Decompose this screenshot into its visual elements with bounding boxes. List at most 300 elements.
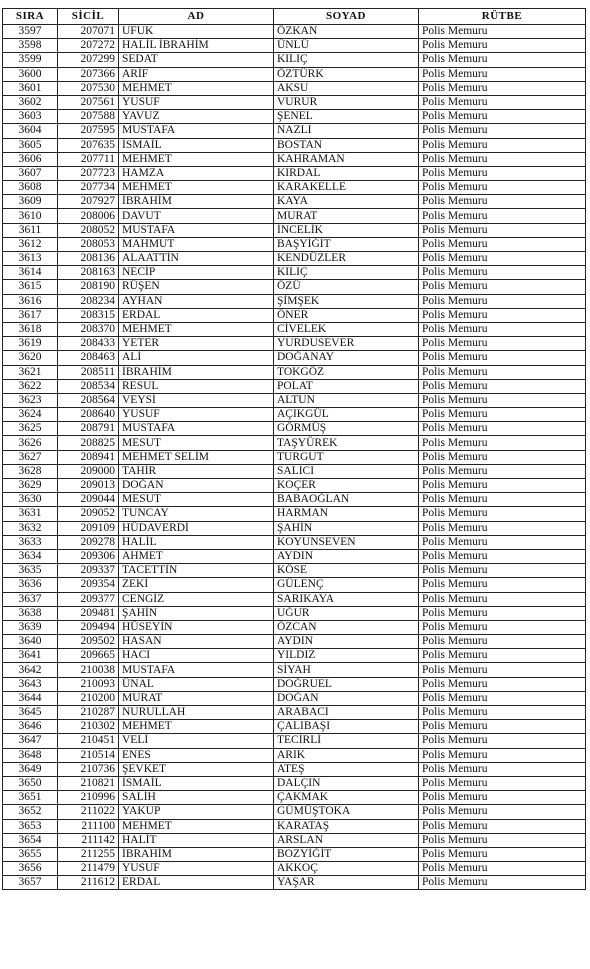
cell-ad: HALİT <box>119 833 274 847</box>
table-row <box>3 521 586 535</box>
cell-sicil: 207561 <box>58 95 119 109</box>
cell-sira: 3645 <box>3 706 58 720</box>
cell-rutbe: Polis Memuru <box>419 223 586 237</box>
cell-sicil: 208136 <box>58 252 119 266</box>
cell-sira: 3618 <box>3 322 58 336</box>
cell-soyad: ARIK <box>274 748 419 762</box>
cell-ad: MEHMET SELİM <box>119 450 274 464</box>
cell-rutbe: Polis Memuru <box>419 620 586 634</box>
cell-sira: 3644 <box>3 691 58 705</box>
table-row <box>3 876 586 890</box>
cell-sicil: 208190 <box>58 280 119 294</box>
table-row <box>3 564 586 578</box>
cell-rutbe: Polis Memuru <box>419 408 586 422</box>
table-row <box>3 805 586 819</box>
cell-sira: 3598 <box>3 39 58 53</box>
cell-sicil: 207711 <box>58 152 119 166</box>
cell-soyad: DOĞANAY <box>274 351 419 365</box>
table-row <box>3 294 586 308</box>
cell-ad: AHMET <box>119 549 274 563</box>
column-header-sicil: SİCİL <box>58 9 119 25</box>
cell-sicil: 207635 <box>58 138 119 152</box>
cell-ad: HACI <box>119 649 274 663</box>
cell-ad: MEHMET <box>119 322 274 336</box>
cell-soyad: ÖZTÜRK <box>274 67 419 81</box>
cell-sicil: 208433 <box>58 337 119 351</box>
cell-soyad: TECİRLİ <box>274 734 419 748</box>
cell-sira: 3623 <box>3 393 58 407</box>
cell-sicil: 210038 <box>58 663 119 677</box>
table-row <box>3 620 586 634</box>
cell-soyad: KILIÇ <box>274 53 419 67</box>
cell-ad: MUSTAFA <box>119 223 274 237</box>
cell-sira: 3599 <box>3 53 58 67</box>
table-row <box>3 422 586 436</box>
cell-rutbe: Polis Memuru <box>419 53 586 67</box>
cell-ad: İSMAİL <box>119 776 274 790</box>
cell-ad: ÜNAL <box>119 677 274 691</box>
table-row <box>3 578 586 592</box>
cell-soyad: ÖNER <box>274 308 419 322</box>
cell-soyad: SARIKAYA <box>274 592 419 606</box>
cell-rutbe: Polis Memuru <box>419 876 586 890</box>
cell-ad: ALAATTİN <box>119 252 274 266</box>
cell-sira: 3657 <box>3 876 58 890</box>
table-row <box>3 138 586 152</box>
cell-ad: YUSUF <box>119 408 274 422</box>
cell-ad: ŞAHİN <box>119 606 274 620</box>
cell-sira: 3621 <box>3 365 58 379</box>
cell-sira: 3617 <box>3 308 58 322</box>
cell-rutbe: Polis Memuru <box>419 365 586 379</box>
table-row <box>3 223 586 237</box>
cell-rutbe: Polis Memuru <box>419 237 586 251</box>
table-row <box>3 748 586 762</box>
cell-sira: 3620 <box>3 351 58 365</box>
cell-sicil: 208941 <box>58 450 119 464</box>
table-row <box>3 706 586 720</box>
table-row <box>3 649 586 663</box>
cell-sicil: 207734 <box>58 181 119 195</box>
cell-soyad: AYDIN <box>274 549 419 563</box>
cell-ad: İSMAİL <box>119 138 274 152</box>
table-row <box>3 195 586 209</box>
cell-soyad: ARSLAN <box>274 833 419 847</box>
cell-rutbe: Polis Memuru <box>419 720 586 734</box>
cell-sicil: 209665 <box>58 649 119 663</box>
cell-sicil: 209502 <box>58 635 119 649</box>
cell-sira: 3608 <box>3 181 58 195</box>
cell-ad: SALİH <box>119 791 274 805</box>
cell-ad: ENES <box>119 748 274 762</box>
cell-sira: 3653 <box>3 819 58 833</box>
cell-rutbe: Polis Memuru <box>419 521 586 535</box>
cell-soyad: BAŞYİĞİT <box>274 237 419 251</box>
cell-ad: İBRAHİM <box>119 365 274 379</box>
cell-ad: NURULLAH <box>119 706 274 720</box>
cell-sicil: 211612 <box>58 876 119 890</box>
cell-ad: MURAT <box>119 691 274 705</box>
cell-soyad: GÖRMÜŞ <box>274 422 419 436</box>
cell-rutbe: Polis Memuru <box>419 393 586 407</box>
cell-sicil: 208006 <box>58 209 119 223</box>
cell-ad: MEHMET <box>119 720 274 734</box>
table-row <box>3 720 586 734</box>
cell-soyad: KARAKELLE <box>274 181 419 195</box>
cell-sicil: 208315 <box>58 308 119 322</box>
cell-sicil: 210302 <box>58 720 119 734</box>
table-header-row <box>3 9 586 25</box>
cell-ad: ZEKİ <box>119 578 274 592</box>
cell-sira: 3625 <box>3 422 58 436</box>
cell-sira: 3624 <box>3 408 58 422</box>
cell-rutbe: Polis Memuru <box>419 592 586 606</box>
cell-sira: 3605 <box>3 138 58 152</box>
cell-sicil: 211479 <box>58 862 119 876</box>
cell-soyad: CİVELEK <box>274 322 419 336</box>
cell-ad: TACETTİN <box>119 564 274 578</box>
cell-sira: 3632 <box>3 521 58 535</box>
cell-sira: 3635 <box>3 564 58 578</box>
cell-sira: 3636 <box>3 578 58 592</box>
cell-sira: 3650 <box>3 776 58 790</box>
cell-soyad: ŞAHİN <box>274 521 419 535</box>
cell-rutbe: Polis Memuru <box>419 479 586 493</box>
cell-rutbe: Polis Memuru <box>419 195 586 209</box>
cell-soyad: POLAT <box>274 379 419 393</box>
cell-ad: VEYSİ <box>119 393 274 407</box>
cell-sicil: 208370 <box>58 322 119 336</box>
cell-sira: 3646 <box>3 720 58 734</box>
cell-soyad: ÇALIBAŞI <box>274 720 419 734</box>
cell-rutbe: Polis Memuru <box>419 124 586 138</box>
cell-sira: 3627 <box>3 450 58 464</box>
cell-sira: 3637 <box>3 592 58 606</box>
cell-rutbe: Polis Memuru <box>419 450 586 464</box>
cell-sira: 3630 <box>3 493 58 507</box>
cell-ad: YUSUF <box>119 862 274 876</box>
cell-sicil: 209337 <box>58 564 119 578</box>
cell-soyad: SİYAH <box>274 663 419 677</box>
cell-rutbe: Polis Memuru <box>419 379 586 393</box>
cell-sira: 3597 <box>3 25 58 39</box>
cell-rutbe: Polis Memuru <box>419 748 586 762</box>
cell-sira: 3628 <box>3 464 58 478</box>
cell-sicil: 209377 <box>58 592 119 606</box>
cell-sira: 3607 <box>3 166 58 180</box>
cell-rutbe: Polis Memuru <box>419 138 586 152</box>
cell-ad: MUSTAFA <box>119 124 274 138</box>
cell-sicil: 208534 <box>58 379 119 393</box>
cell-sicil: 210287 <box>58 706 119 720</box>
cell-sicil: 210451 <box>58 734 119 748</box>
cell-soyad: ALTUN <box>274 393 419 407</box>
table-row <box>3 81 586 95</box>
cell-rutbe: Polis Memuru <box>419 95 586 109</box>
cell-rutbe: Polis Memuru <box>419 833 586 847</box>
cell-rutbe: Polis Memuru <box>419 294 586 308</box>
cell-rutbe: Polis Memuru <box>419 280 586 294</box>
table-row <box>3 493 586 507</box>
cell-rutbe: Polis Memuru <box>419 549 586 563</box>
cell-ad: YAKUP <box>119 805 274 819</box>
table-body <box>3 25 586 890</box>
cell-sicil: 211022 <box>58 805 119 819</box>
cell-soyad: KIRDAL <box>274 166 419 180</box>
cell-soyad: ŞENEL <box>274 110 419 124</box>
cell-ad: NECİP <box>119 266 274 280</box>
cell-rutbe: Polis Memuru <box>419 39 586 53</box>
table-row <box>3 833 586 847</box>
cell-sicil: 211100 <box>58 819 119 833</box>
column-header-soyad: SOYAD <box>274 9 419 25</box>
cell-rutbe: Polis Memuru <box>419 493 586 507</box>
cell-sira: 3609 <box>3 195 58 209</box>
cell-soyad: GÜMÜŞTOKA <box>274 805 419 819</box>
cell-ad: RÜŞEN <box>119 280 274 294</box>
cell-soyad: AKSU <box>274 81 419 95</box>
cell-sicil: 208640 <box>58 408 119 422</box>
cell-soyad: DALÇIN <box>274 776 419 790</box>
cell-ad: MEHMET <box>119 819 274 833</box>
cell-rutbe: Polis Memuru <box>419 635 586 649</box>
cell-rutbe: Polis Memuru <box>419 691 586 705</box>
cell-sira: 3615 <box>3 280 58 294</box>
table-row <box>3 862 586 876</box>
table-row <box>3 67 586 81</box>
cell-rutbe: Polis Memuru <box>419 464 586 478</box>
cell-rutbe: Polis Memuru <box>419 663 586 677</box>
cell-sira: 3639 <box>3 620 58 634</box>
cell-sira: 3613 <box>3 252 58 266</box>
cell-soyad: VURUR <box>274 95 419 109</box>
personnel-list-sheet <box>2 8 586 890</box>
cell-sicil: 210996 <box>58 791 119 805</box>
cell-rutbe: Polis Memuru <box>419 181 586 195</box>
cell-soyad: YAŞAR <box>274 876 419 890</box>
cell-ad: SEDAT <box>119 53 274 67</box>
personnel-table <box>2 8 586 890</box>
cell-ad: MESUT <box>119 436 274 450</box>
cell-rutbe: Polis Memuru <box>419 535 586 549</box>
cell-soyad: ŞİMŞEK <box>274 294 419 308</box>
cell-sira: 3602 <box>3 95 58 109</box>
table-row <box>3 95 586 109</box>
cell-sicil: 208052 <box>58 223 119 237</box>
cell-sicil: 209052 <box>58 507 119 521</box>
cell-ad: HAMZA <box>119 166 274 180</box>
cell-soyad: ÇAKMAK <box>274 791 419 805</box>
cell-sira: 3640 <box>3 635 58 649</box>
table-row <box>3 408 586 422</box>
table-row <box>3 166 586 180</box>
cell-sicil: 210200 <box>58 691 119 705</box>
cell-sicil: 210736 <box>58 762 119 776</box>
cell-sicil: 208053 <box>58 237 119 251</box>
cell-rutbe: Polis Memuru <box>419 322 586 336</box>
cell-sicil: 208825 <box>58 436 119 450</box>
cell-ad: DAVUT <box>119 209 274 223</box>
table-row <box>3 308 586 322</box>
cell-rutbe: Polis Memuru <box>419 266 586 280</box>
cell-sira: 3619 <box>3 337 58 351</box>
cell-rutbe: Polis Memuru <box>419 578 586 592</box>
cell-sicil: 209278 <box>58 535 119 549</box>
cell-rutbe: Polis Memuru <box>419 606 586 620</box>
cell-soyad: ÜNLÜ <box>274 39 419 53</box>
table-row <box>3 280 586 294</box>
table-row <box>3 762 586 776</box>
cell-rutbe: Polis Memuru <box>419 81 586 95</box>
cell-soyad: MURAT <box>274 209 419 223</box>
cell-soyad: AÇIKGÜL <box>274 408 419 422</box>
cell-sicil: 207723 <box>58 166 119 180</box>
cell-sira: 3622 <box>3 379 58 393</box>
cell-sicil: 208463 <box>58 351 119 365</box>
cell-sira: 3652 <box>3 805 58 819</box>
table-row <box>3 379 586 393</box>
cell-rutbe: Polis Memuru <box>419 762 586 776</box>
cell-ad: MEHMET <box>119 81 274 95</box>
cell-sicil: 207530 <box>58 81 119 95</box>
cell-soyad: KÖSE <box>274 564 419 578</box>
cell-sira: 3655 <box>3 847 58 861</box>
cell-sicil: 207071 <box>58 25 119 39</box>
cell-rutbe: Polis Memuru <box>419 734 586 748</box>
cell-sira: 3612 <box>3 237 58 251</box>
cell-soyad: KOYUNSEVEN <box>274 535 419 549</box>
cell-soyad: NAZLI <box>274 124 419 138</box>
cell-ad: CENGİZ <box>119 592 274 606</box>
cell-ad: RESUL <box>119 379 274 393</box>
cell-sicil: 207299 <box>58 53 119 67</box>
cell-rutbe: Polis Memuru <box>419 791 586 805</box>
table-row <box>3 124 586 138</box>
cell-sira: 3643 <box>3 677 58 691</box>
column-header-ad: AD <box>119 9 274 25</box>
table-row <box>3 535 586 549</box>
cell-soyad: ÖZKAN <box>274 25 419 39</box>
cell-ad: İBRAHİM <box>119 847 274 861</box>
column-header-sira: SIRA <box>3 9 58 25</box>
cell-soyad: KAHRAMAN <box>274 152 419 166</box>
cell-soyad: AKKOÇ <box>274 862 419 876</box>
cell-sira: 3648 <box>3 748 58 762</box>
table-row <box>3 110 586 124</box>
cell-rutbe: Polis Memuru <box>419 152 586 166</box>
cell-soyad: KAYA <box>274 195 419 209</box>
cell-rutbe: Polis Memuru <box>419 776 586 790</box>
table-row <box>3 606 586 620</box>
cell-rutbe: Polis Memuru <box>419 564 586 578</box>
table-row <box>3 592 586 606</box>
cell-ad: TUNCAY <box>119 507 274 521</box>
cell-rutbe: Polis Memuru <box>419 422 586 436</box>
table-row <box>3 436 586 450</box>
cell-ad: YUSUF <box>119 95 274 109</box>
table-row <box>3 847 586 861</box>
cell-sira: 3633 <box>3 535 58 549</box>
cell-rutbe: Polis Memuru <box>419 805 586 819</box>
cell-soyad: UĞUR <box>274 606 419 620</box>
table-row <box>3 791 586 805</box>
table-row <box>3 337 586 351</box>
cell-soyad: ÖZCAN <box>274 620 419 634</box>
cell-sira: 3642 <box>3 663 58 677</box>
cell-sicil: 207366 <box>58 67 119 81</box>
cell-sicil: 207272 <box>58 39 119 53</box>
table-row <box>3 365 586 379</box>
cell-sicil: 209481 <box>58 606 119 620</box>
cell-soyad: KILIÇ <box>274 266 419 280</box>
cell-sira: 3654 <box>3 833 58 847</box>
cell-soyad: SALICI <box>274 464 419 478</box>
cell-soyad: TAŞYÜREK <box>274 436 419 450</box>
cell-sira: 3651 <box>3 791 58 805</box>
cell-sira: 3616 <box>3 294 58 308</box>
cell-sicil: 207588 <box>58 110 119 124</box>
table-row <box>3 507 586 521</box>
cell-soyad: ATEŞ <box>274 762 419 776</box>
cell-ad: UFUK <box>119 25 274 39</box>
cell-soyad: KARATAŞ <box>274 819 419 833</box>
cell-soyad: YILDIZ <box>274 649 419 663</box>
cell-soyad: GÜLENÇ <box>274 578 419 592</box>
cell-sicil: 209000 <box>58 464 119 478</box>
table-row <box>3 677 586 691</box>
table-row <box>3 39 586 53</box>
cell-sicil: 207927 <box>58 195 119 209</box>
column-header-rutbe: RÜTBE <box>419 9 586 25</box>
table-row <box>3 635 586 649</box>
cell-rutbe: Polis Memuru <box>419 351 586 365</box>
table-row <box>3 252 586 266</box>
cell-ad: MUSTAFA <box>119 422 274 436</box>
cell-rutbe: Polis Memuru <box>419 252 586 266</box>
cell-sira: 3606 <box>3 152 58 166</box>
cell-sicil: 207595 <box>58 124 119 138</box>
cell-ad: DOĞAN <box>119 479 274 493</box>
cell-soyad: DOĞRUEL <box>274 677 419 691</box>
cell-rutbe: Polis Memuru <box>419 67 586 81</box>
cell-ad: MEHMET <box>119 152 274 166</box>
table-row <box>3 776 586 790</box>
cell-sira: 3610 <box>3 209 58 223</box>
cell-ad: HALİL <box>119 535 274 549</box>
table-row <box>3 53 586 67</box>
cell-rutbe: Polis Memuru <box>419 507 586 521</box>
cell-sicil: 209306 <box>58 549 119 563</box>
cell-sira: 3629 <box>3 479 58 493</box>
cell-soyad: TOKGÖZ <box>274 365 419 379</box>
table-row <box>3 351 586 365</box>
cell-rutbe: Polis Memuru <box>419 337 586 351</box>
cell-sicil: 209354 <box>58 578 119 592</box>
cell-soyad: TURGUT <box>274 450 419 464</box>
table-row <box>3 549 586 563</box>
cell-ad: MESUT <box>119 493 274 507</box>
cell-sira: 3604 <box>3 124 58 138</box>
table-row <box>3 819 586 833</box>
table-row <box>3 209 586 223</box>
cell-sicil: 209013 <box>58 479 119 493</box>
cell-ad: ERDAL <box>119 308 274 322</box>
cell-rutbe: Polis Memuru <box>419 677 586 691</box>
cell-sicil: 208564 <box>58 393 119 407</box>
cell-sicil: 209494 <box>58 620 119 634</box>
cell-rutbe: Polis Memuru <box>419 166 586 180</box>
table-row <box>3 237 586 251</box>
